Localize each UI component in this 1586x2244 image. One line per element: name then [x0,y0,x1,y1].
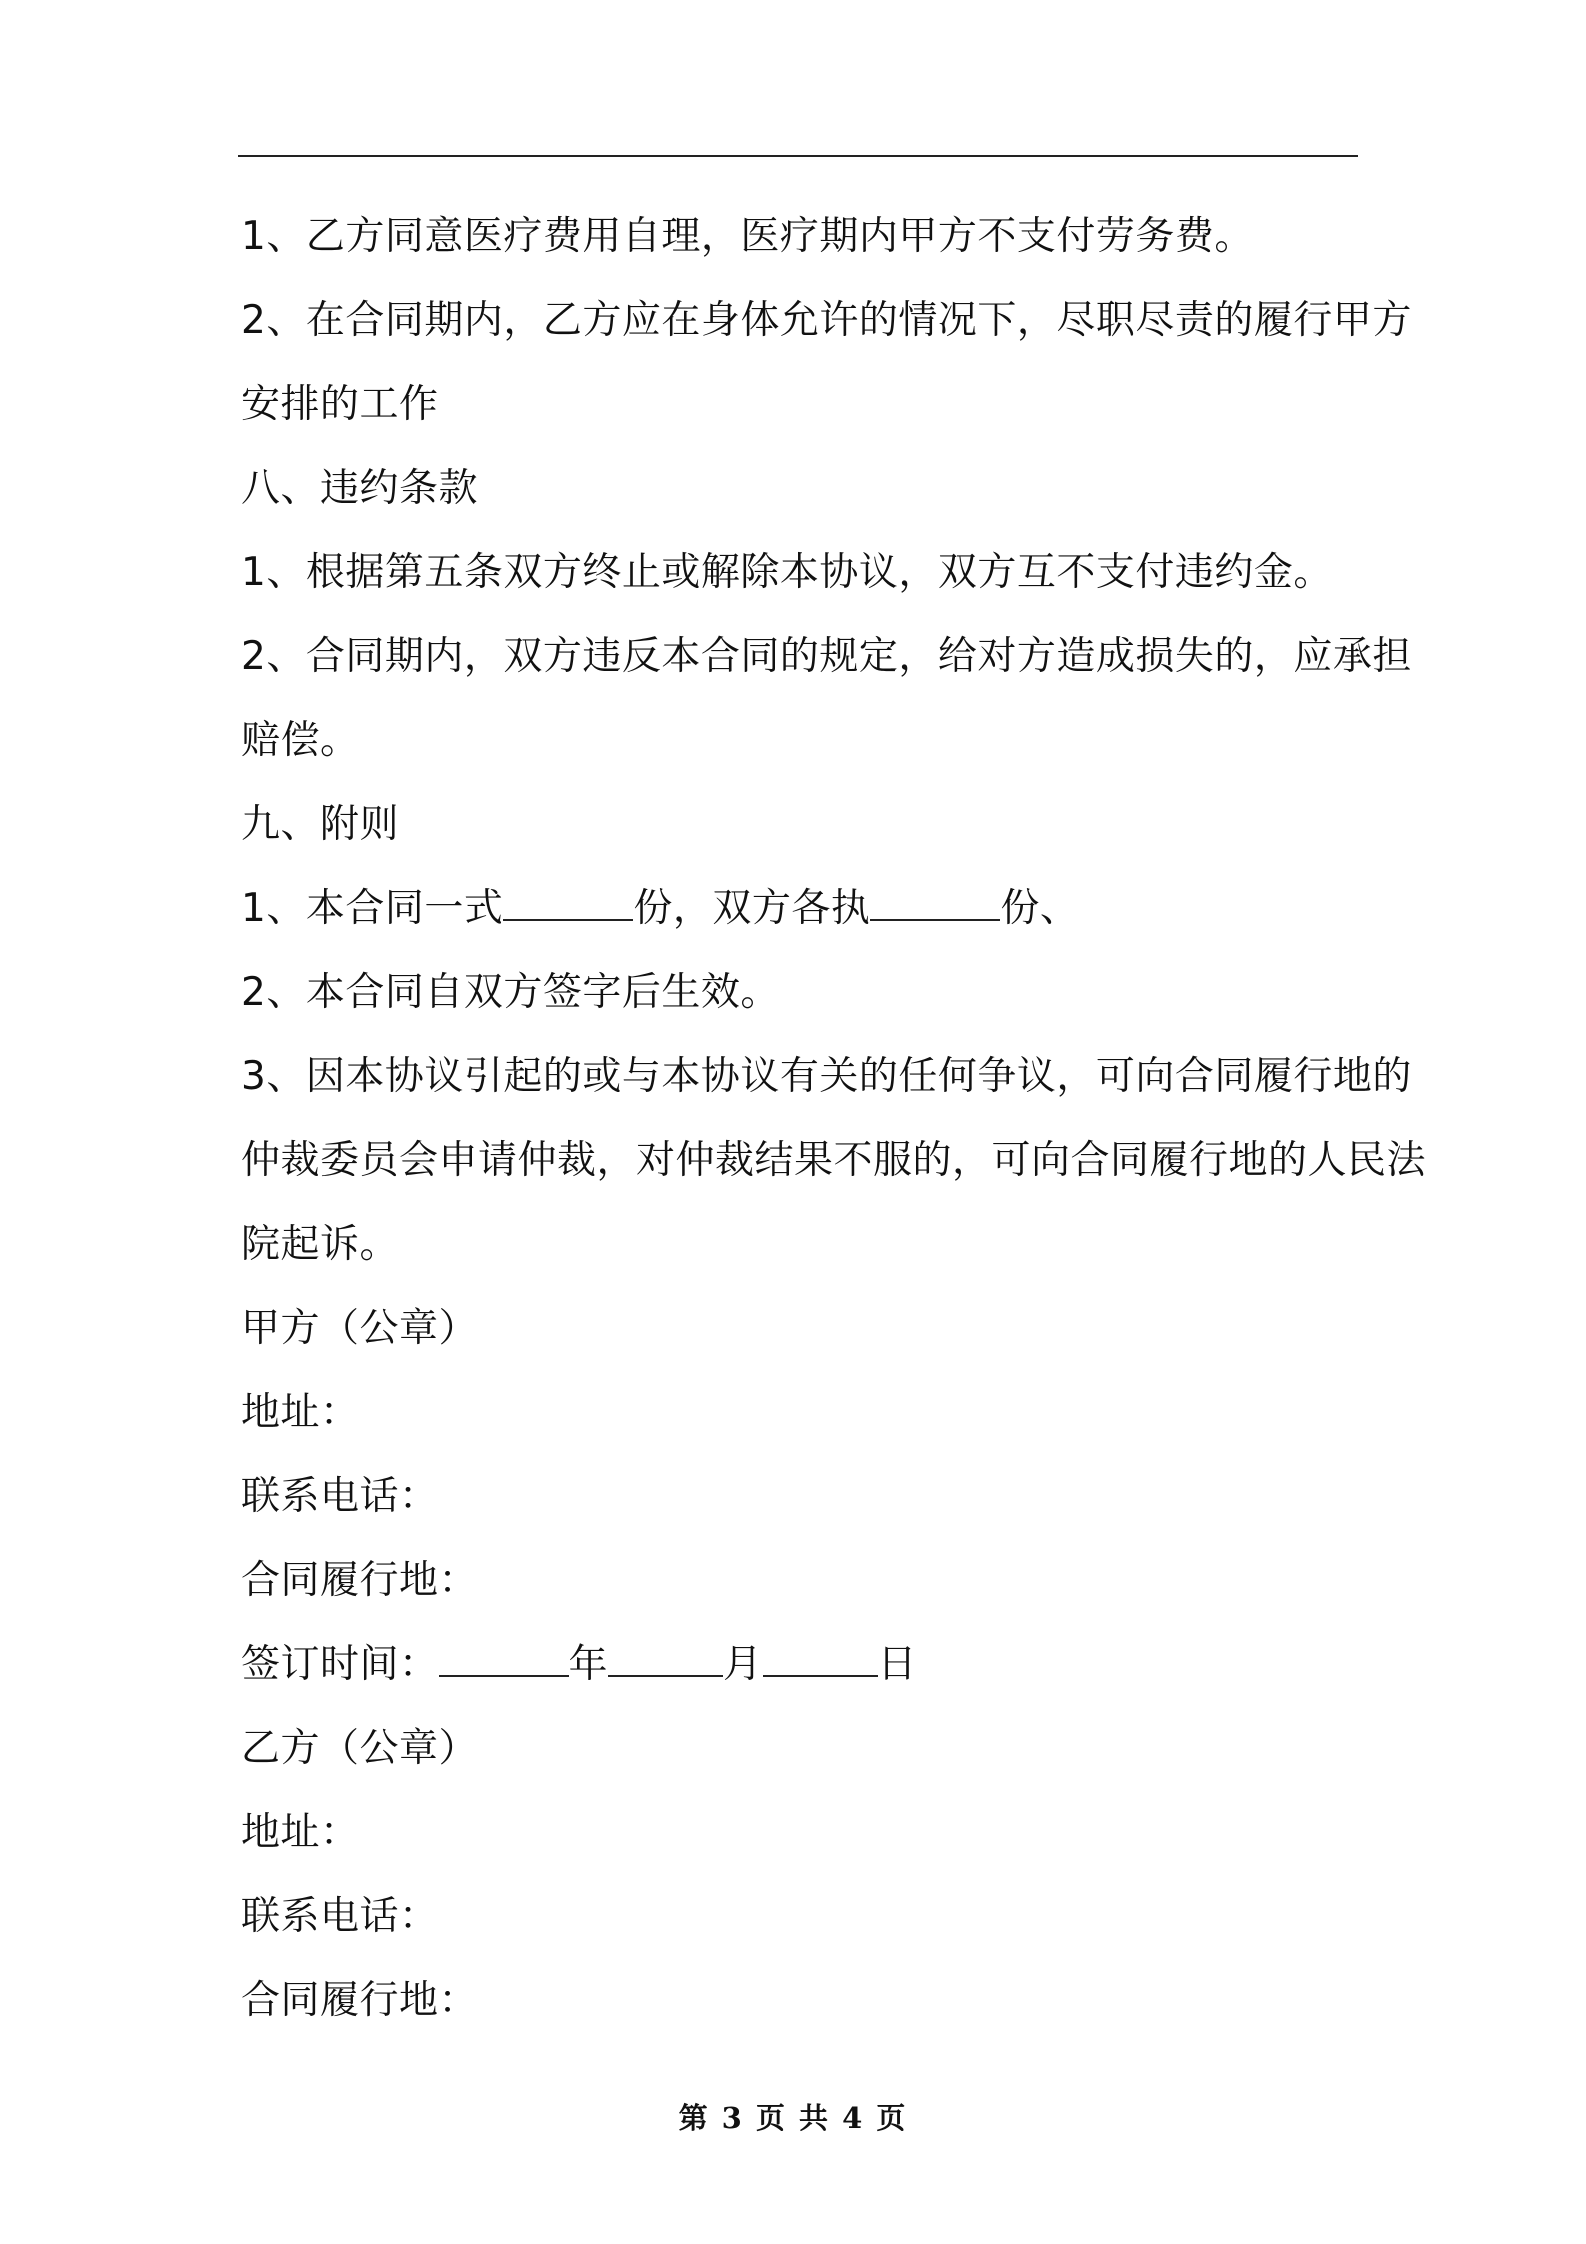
month-label: 月 [723,1642,763,1687]
paragraph-line: 院起诉。 [241,1222,400,1267]
paragraph-line: 2、在合同期内，乙方应在身体允许的情况下，尽职尽责的履行甲方 [241,298,1412,343]
section-heading-supplementary: 九、附则 [241,802,400,847]
page-number: 第 3 页 共 4 页 [678,2101,908,2135]
paragraph-line: 仲裁委员会申请仲裁，对仲裁结果不服的，可向合同履行地的人民法 [241,1138,1427,1183]
sign-year-blank[interactable] [439,1639,569,1677]
paragraph-line: 2、本合同自双方签字后生效。 [241,970,780,1015]
copies-text: 份，双方各执 [633,886,871,931]
party-a-place-label: 合同履行地： [241,1558,479,1603]
section-heading-breach: 八、违约条款 [241,466,479,511]
sign-date-line [241,1623,1356,1707]
paragraph-line: 2、合同期内，双方违反本合同的规定，给对方造成损失的，应承担 [241,634,1412,679]
copies-text: 1、本合同一式 [241,886,504,931]
sign-date-label: 签订时间： [241,1642,439,1687]
copies-each-blank[interactable] [870,883,1000,921]
day-label: 日 [877,1642,918,1687]
paragraph-line: 赔偿。 [241,718,360,763]
paragraph-line: 3、因本协议引起的或与本协议有关的任何争议，可向合同履行地的 [241,1054,1412,1099]
party-b-place-label: 合同履行地： [241,1978,479,2023]
party-b-address-label: 地址： [241,1810,360,1855]
copies-text: 份、 [1000,886,1080,931]
copies-total-blank[interactable] [503,883,633,921]
paragraph-line: 安排的工作 [241,382,439,427]
document-body [241,195,1427,2043]
party-b-phone-label: 联系电话： [241,1894,439,1939]
paragraph-line: 1、乙方同意医疗费用自理，医疗期内甲方不支付劳务费。 [241,214,1254,259]
party-a-address-label: 地址： [241,1390,360,1435]
party-a-phone-label: 联系电话： [241,1474,439,1519]
paragraph-line: 1、根据第五条双方终止或解除本协议，双方互不支付违约金。 [241,550,1333,595]
header-rule [238,155,1358,157]
sign-day-blank[interactable] [763,1639,878,1677]
party-b-seal-label: 乙方（公章） [241,1726,479,1771]
copies-line [241,867,1356,951]
party-a-seal-label: 甲方（公章） [241,1306,479,1351]
sign-month-blank[interactable] [608,1639,723,1677]
year-label: 年 [568,1642,609,1687]
